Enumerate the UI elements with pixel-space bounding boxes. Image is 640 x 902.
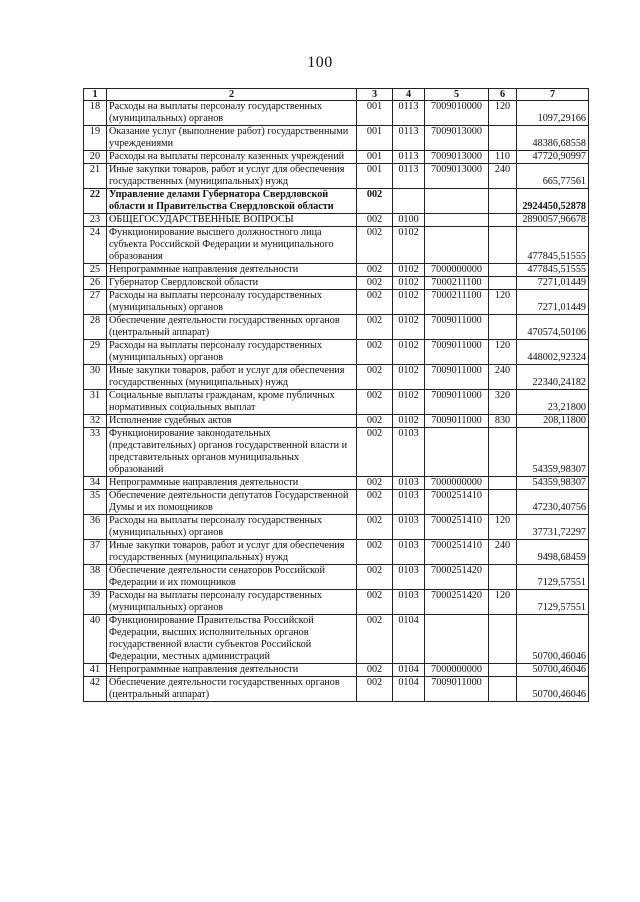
- expense-type-code: [489, 565, 517, 590]
- expense-name: Функционирование высшего должностного лица субъекта Российской Федерации и муниципального образования: [107, 227, 357, 264]
- amount: 208,11800: [517, 415, 589, 428]
- ministry-code: 002: [357, 189, 393, 214]
- expense-name: Функционирование законодательных (представительных) органов государственной власти и представительных органов муниципальных образований: [107, 428, 357, 477]
- amount: 470574,50106: [517, 315, 589, 340]
- section-code: 0113: [393, 164, 425, 189]
- expense-type-code: [489, 490, 517, 515]
- section-code: 0102: [393, 277, 425, 290]
- section-code: 0102: [393, 340, 425, 365]
- target-article-code: 7000251410: [425, 540, 489, 565]
- section-code: 0102: [393, 415, 425, 428]
- row-number: 35: [84, 490, 107, 515]
- section-code: 0103: [393, 590, 425, 615]
- amount: 50700,46046: [517, 677, 589, 702]
- table-header-row: [84, 89, 589, 101]
- expense-type-code: 120: [489, 340, 517, 365]
- expense-name: Управление делами Губернатора Свердловской области и Правительства Свердловской области: [107, 189, 357, 214]
- expense-name: Иные закупки товаров, работ и услуг для обеспечения государственных (муниципальных) нужд: [107, 540, 357, 565]
- ministry-code: 002: [357, 264, 393, 277]
- expense-type-code: [489, 214, 517, 227]
- table-row: [84, 365, 589, 390]
- target-article-code: 7009013000: [425, 164, 489, 189]
- target-article-code: 7009011000: [425, 390, 489, 415]
- expense-name: Обеспечение деятельности сенаторов Российской Федерации и их помощников: [107, 565, 357, 590]
- target-article-code: 7000000000: [425, 664, 489, 677]
- expense-name: Иные закупки товаров, работ и услуг для обеспечения государственных (муниципальных) нужд: [107, 164, 357, 189]
- table-row: [84, 428, 589, 477]
- expense-name: Расходы на выплаты персоналу государственных (муниципальных) органов: [107, 290, 357, 315]
- expense-name: Расходы на выплаты персоналу государственных (муниципальных) органов: [107, 340, 357, 365]
- expense-name: Иные закупки товаров, работ и услуг для обеспечения государственных (муниципальных) нужд: [107, 365, 357, 390]
- header-col-6: 6: [489, 89, 517, 101]
- expense-type-code: [489, 277, 517, 290]
- section-code: 0103: [393, 565, 425, 590]
- expense-name: Расходы на выплаты персоналу казенных учреждений: [107, 151, 357, 164]
- section-code: 0113: [393, 126, 425, 151]
- row-number: 41: [84, 664, 107, 677]
- ministry-code: 002: [357, 515, 393, 540]
- section-code: 0104: [393, 664, 425, 677]
- row-number: 19: [84, 126, 107, 151]
- target-article-code: 7009010000: [425, 101, 489, 126]
- ministry-code: 002: [357, 590, 393, 615]
- ministry-code: 002: [357, 227, 393, 264]
- ministry-code: 002: [357, 540, 393, 565]
- expense-name: Расходы на выплаты персоналу государственных (муниципальных) органов: [107, 101, 357, 126]
- amount: 2890057,96678: [517, 214, 589, 227]
- row-number: 40: [84, 615, 107, 664]
- section-code: 0102: [393, 390, 425, 415]
- header-col-4: 4: [393, 89, 425, 101]
- ministry-code: 002: [357, 315, 393, 340]
- expense-name: Губернатор Свердловской области: [107, 277, 357, 290]
- row-number: 23: [84, 214, 107, 227]
- page-number: 100: [307, 54, 333, 71]
- expense-type-code: 240: [489, 365, 517, 390]
- section-code: 0103: [393, 540, 425, 565]
- amount: 7271,01449: [517, 290, 589, 315]
- table-row: [84, 189, 589, 214]
- section-code: 0102: [393, 290, 425, 315]
- row-number: 32: [84, 415, 107, 428]
- section-code: 0102: [393, 264, 425, 277]
- ministry-code: 002: [357, 565, 393, 590]
- amount: 477845,51555: [517, 227, 589, 264]
- table-row: [84, 126, 589, 151]
- row-number: 27: [84, 290, 107, 315]
- target-article-code: 7000211100: [425, 290, 489, 315]
- target-article-code: 7000000000: [425, 264, 489, 277]
- target-article-code: [425, 428, 489, 477]
- ministry-code: 001: [357, 151, 393, 164]
- expense-name: Функционирование Правительства Российской Федерации, высших исполнительных органов государственной власти субъектов Российской Федерации, местных администраций: [107, 615, 357, 664]
- row-number: 29: [84, 340, 107, 365]
- target-article-code: [425, 214, 489, 227]
- table-row: [84, 277, 589, 290]
- expense-type-code: 240: [489, 540, 517, 565]
- table-row: [84, 540, 589, 565]
- amount: 448002,92324: [517, 340, 589, 365]
- expense-type-code: 120: [489, 590, 517, 615]
- row-number: 38: [84, 565, 107, 590]
- ministry-code: 002: [357, 290, 393, 315]
- amount: 7129,57551: [517, 590, 589, 615]
- budget-table: [83, 88, 589, 702]
- target-article-code: [425, 189, 489, 214]
- expense-name: Обеспечение деятельности государственных органов (центральный аппарат): [107, 677, 357, 702]
- amount: 477845,51555: [517, 264, 589, 277]
- table-row: [84, 151, 589, 164]
- section-code: 0103: [393, 490, 425, 515]
- ministry-code: 002: [357, 477, 393, 490]
- amount: 54359,98307: [517, 428, 589, 477]
- table-row: [84, 515, 589, 540]
- ministry-code: 002: [357, 340, 393, 365]
- table-row: [84, 590, 589, 615]
- target-article-code: [425, 615, 489, 664]
- amount: 2924450,52878: [517, 189, 589, 214]
- table-row: [84, 340, 589, 365]
- ministry-code: 002: [357, 277, 393, 290]
- expense-name: Оказание услуг (выполнение работ) государственными учреждениями: [107, 126, 357, 151]
- ministry-code: 002: [357, 390, 393, 415]
- row-number: 37: [84, 540, 107, 565]
- section-code: 0103: [393, 515, 425, 540]
- target-article-code: 7009011000: [425, 677, 489, 702]
- row-number: 22: [84, 189, 107, 214]
- target-article-code: 7009011000: [425, 315, 489, 340]
- expense-type-code: [489, 264, 517, 277]
- expense-type-code: 240: [489, 164, 517, 189]
- expense-name: Обеспечение деятельности депутатов Государственной Думы и их помощников: [107, 490, 357, 515]
- table-row: [84, 477, 589, 490]
- target-article-code: 7000251420: [425, 590, 489, 615]
- row-number: 24: [84, 227, 107, 264]
- expense-type-code: [489, 677, 517, 702]
- expense-type-code: [489, 615, 517, 664]
- row-number: 39: [84, 590, 107, 615]
- amount: 7129,57551: [517, 565, 589, 590]
- target-article-code: 7009011000: [425, 365, 489, 390]
- amount: 37731,72297: [517, 515, 589, 540]
- header-col-3: 3: [357, 89, 393, 101]
- target-article-code: 7000000000: [425, 477, 489, 490]
- row-number: 31: [84, 390, 107, 415]
- expense-name: ОБЩЕГОСУДАРСТВЕННЫЕ ВОПРОСЫ: [107, 214, 357, 227]
- ministry-code: 002: [357, 615, 393, 664]
- expense-type-code: [489, 315, 517, 340]
- header-col-7: 7: [517, 89, 589, 101]
- expense-name: Исполнение судебных актов: [107, 415, 357, 428]
- row-number: 21: [84, 164, 107, 189]
- ministry-code: 002: [357, 365, 393, 390]
- expense-type-code: [489, 126, 517, 151]
- table-row: [84, 677, 589, 702]
- target-article-code: 7000251410: [425, 515, 489, 540]
- expense-type-code: 830: [489, 415, 517, 428]
- target-article-code: 7000251410: [425, 490, 489, 515]
- section-code: 0103: [393, 477, 425, 490]
- ministry-code: 002: [357, 490, 393, 515]
- table-row: [84, 290, 589, 315]
- expense-type-code: [489, 477, 517, 490]
- target-article-code: 7009011000: [425, 415, 489, 428]
- target-article-code: 7009011000: [425, 340, 489, 365]
- row-number: 34: [84, 477, 107, 490]
- expense-name: Непрограммные направления деятельности: [107, 264, 357, 277]
- target-article-code: 7009013000: [425, 151, 489, 164]
- target-article-code: 7000211100: [425, 277, 489, 290]
- section-code: 0102: [393, 365, 425, 390]
- table-row: [84, 164, 589, 189]
- ministry-code: 002: [357, 664, 393, 677]
- row-number: 42: [84, 677, 107, 702]
- amount: 23,21800: [517, 390, 589, 415]
- expense-type-code: 320: [489, 390, 517, 415]
- header-col-1: 1: [84, 89, 107, 101]
- expense-type-code: [489, 189, 517, 214]
- row-number: 25: [84, 264, 107, 277]
- amount: 22340,24182: [517, 365, 589, 390]
- ministry-code: 002: [357, 428, 393, 477]
- amount: 7271,01449: [517, 277, 589, 290]
- amount: 665,77561: [517, 164, 589, 189]
- expense-type-code: [489, 428, 517, 477]
- amount: 47230,40756: [517, 490, 589, 515]
- ministry-code: 002: [357, 415, 393, 428]
- amount: 47720,90997: [517, 151, 589, 164]
- table-row: [84, 390, 589, 415]
- row-number: 26: [84, 277, 107, 290]
- table-row: [84, 565, 589, 590]
- expense-type-code: [489, 227, 517, 264]
- section-code: 0102: [393, 227, 425, 264]
- amount: 1097,29166: [517, 101, 589, 126]
- table-row: [84, 415, 589, 428]
- table-row: [84, 664, 589, 677]
- expense-name: Расходы на выплаты персоналу государственных (муниципальных) органов: [107, 590, 357, 615]
- target-article-code: 7000251420: [425, 565, 489, 590]
- ministry-code: 002: [357, 214, 393, 227]
- section-code: 0113: [393, 101, 425, 126]
- row-number: 20: [84, 151, 107, 164]
- section-code: 0102: [393, 315, 425, 340]
- row-number: 28: [84, 315, 107, 340]
- amount: 54359,98307: [517, 477, 589, 490]
- expense-name: Социальные выплаты гражданам, кроме публичных нормативных социальных выплат: [107, 390, 357, 415]
- amount: 50700,46046: [517, 615, 589, 664]
- ministry-code: 001: [357, 126, 393, 151]
- expense-type-code: [489, 664, 517, 677]
- section-code: 0104: [393, 677, 425, 702]
- section-code: [393, 189, 425, 214]
- amount: 50700,46046: [517, 664, 589, 677]
- target-article-code: 7009013000: [425, 126, 489, 151]
- ministry-code: 001: [357, 101, 393, 126]
- header-col-2: 2: [107, 89, 357, 101]
- header-col-5: 5: [425, 89, 489, 101]
- section-code: 0103: [393, 428, 425, 477]
- table-row: [84, 214, 589, 227]
- expense-name: Непрограммные направления деятельности: [107, 477, 357, 490]
- table-row: [84, 315, 589, 340]
- expense-type-code: 120: [489, 515, 517, 540]
- expense-name: Непрограммные направления деятельности: [107, 664, 357, 677]
- section-code: 0104: [393, 615, 425, 664]
- expense-name: Расходы на выплаты персоналу государственных (муниципальных) органов: [107, 515, 357, 540]
- amount: 9498,68459: [517, 540, 589, 565]
- row-number: 36: [84, 515, 107, 540]
- expense-type-code: 120: [489, 101, 517, 126]
- table-row: [84, 227, 589, 264]
- table-row: [84, 490, 589, 515]
- section-code: 0113: [393, 151, 425, 164]
- expense-type-code: 120: [489, 290, 517, 315]
- ministry-code: 002: [357, 677, 393, 702]
- section-code: 0100: [393, 214, 425, 227]
- row-number: 30: [84, 365, 107, 390]
- row-number: 33: [84, 428, 107, 477]
- table-row: [84, 264, 589, 277]
- expense-type-code: 110: [489, 151, 517, 164]
- amount: 48386,68558: [517, 126, 589, 151]
- ministry-code: 001: [357, 164, 393, 189]
- expense-name: Обеспечение деятельности государственных органов (центральный аппарат): [107, 315, 357, 340]
- row-number: 18: [84, 101, 107, 126]
- table-row: [84, 615, 589, 664]
- table-row: [84, 101, 589, 126]
- target-article-code: [425, 227, 489, 264]
